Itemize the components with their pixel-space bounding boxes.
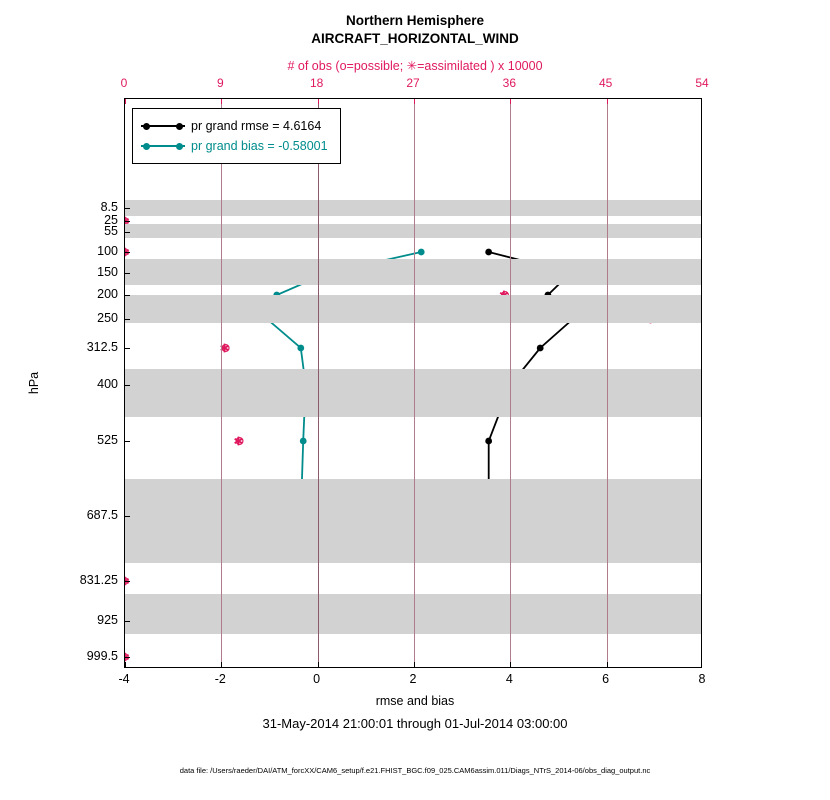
y-tick (124, 273, 130, 274)
top-x-tick-label: 27 (406, 76, 420, 90)
y-tick-label: 8.5 (100, 200, 118, 214)
top-x-tick-label: 18 (309, 76, 324, 90)
x-gridline (414, 99, 415, 667)
top-x-tick-label: 9 (216, 76, 224, 90)
legend-swatch (141, 119, 185, 133)
legend (132, 108, 341, 164)
y-tick-label: 925 (97, 613, 118, 627)
series-marker (485, 438, 492, 445)
x-tick-label: 8 (698, 672, 706, 686)
y-tick-label: 400 (97, 377, 118, 391)
top-axis-title: # of obs (o=possible; ✳=assimilated ) x 10000 (287, 59, 543, 73)
y-tick-label: 150 (97, 265, 118, 279)
y-tick (124, 319, 130, 320)
x-tick-label: 0 (313, 672, 321, 686)
series-marker (300, 438, 307, 445)
top-x-tick-label: 45 (598, 76, 613, 90)
x-tick-bottom (510, 662, 511, 668)
chart-title (0, 12, 830, 48)
date-range-caption: 31-May-2014 21:00:01 through 01-Jul-2014 03:00:00 (262, 716, 568, 731)
legend-marker (176, 123, 183, 130)
level-band (125, 224, 701, 238)
y-tick (124, 208, 130, 209)
legend-item (141, 116, 328, 136)
x-tick-top (607, 98, 608, 104)
series-marker (418, 249, 425, 256)
y-tick (124, 221, 130, 222)
legend-marker (143, 123, 150, 130)
x-tick-top (125, 98, 126, 104)
series-marker (485, 249, 492, 256)
x-tick-top (318, 98, 319, 104)
y-tick (124, 295, 130, 296)
level-band (125, 369, 701, 417)
y-tick (124, 252, 130, 253)
top-x-tick-label: 36 (502, 76, 517, 90)
level-band (125, 479, 701, 563)
x-tick-label: 4 (505, 672, 513, 686)
y-tick-label: 525 (97, 433, 118, 447)
plot-area (124, 98, 702, 668)
x-gridline (318, 99, 319, 667)
x-tick-label: -2 (214, 672, 226, 686)
title-line-1: Northern Hemisphere (345, 13, 485, 28)
y-tick (124, 348, 130, 349)
y-tick (124, 385, 130, 386)
y-tick (124, 232, 130, 233)
x-tick-bottom (607, 662, 608, 668)
x-tick-bottom (414, 662, 415, 668)
y-tick (124, 516, 130, 517)
y-tick-label: 831.25 (79, 573, 118, 587)
x-tick-bottom (221, 662, 222, 668)
y-tick-label: 55 (104, 224, 118, 238)
y-axis-title: hPa (27, 371, 41, 395)
y-tick-label: 250 (97, 311, 118, 325)
top-x-tick-label: 54 (695, 76, 709, 90)
x-gridline (221, 99, 222, 667)
series-marker (297, 345, 304, 352)
x-tick-bottom (125, 662, 126, 668)
y-tick-label: 25 (104, 213, 118, 227)
y-tick-label: 999.5 (86, 649, 118, 663)
legend-label: pr grand rmse = 4.6164 (191, 119, 322, 133)
title-line-2: AIRCRAFT_HORIZONTAL_WIND (311, 31, 519, 46)
x-tick-top (414, 98, 415, 104)
x-axis-title: rmse and bias (375, 694, 455, 708)
y-tick (124, 441, 130, 442)
y-tick-label: 100 (97, 244, 118, 258)
y-tick (124, 621, 130, 622)
legend-item (141, 136, 328, 156)
x-tick-label: -4 (118, 672, 130, 686)
x-tick-top (221, 98, 222, 104)
level-band (125, 295, 701, 323)
x-tick-bottom (318, 662, 319, 668)
legend-marker (143, 143, 150, 150)
x-gridline (607, 99, 608, 667)
series-marker (537, 345, 544, 352)
y-tick (124, 581, 130, 582)
legend-marker (176, 143, 183, 150)
y-tick (124, 657, 130, 658)
x-gridline (510, 99, 511, 667)
data-file-caption: data file: /Users/raeder/DAI/ATM_forcXX/CAM6_setup/f.e21.FHIST_BGC.f09_025.CAM6assim.011/Diags_NTrS_2014-06/obs_diag_output.nc (179, 766, 651, 775)
level-band (125, 594, 701, 634)
legend-swatch (141, 139, 185, 153)
x-tick-top (510, 98, 511, 104)
level-band (125, 259, 701, 285)
level-band (125, 200, 701, 216)
x-tick-label: 2 (409, 672, 417, 686)
x-tick-label: 6 (602, 672, 610, 686)
legend-label: pr grand bias = -0.58001 (191, 139, 328, 153)
y-tick-label: 200 (97, 287, 118, 301)
y-tick-label: 687.5 (86, 508, 118, 522)
y-tick-label: 312.5 (86, 340, 118, 354)
top-x-tick-label: 0 (120, 76, 128, 90)
